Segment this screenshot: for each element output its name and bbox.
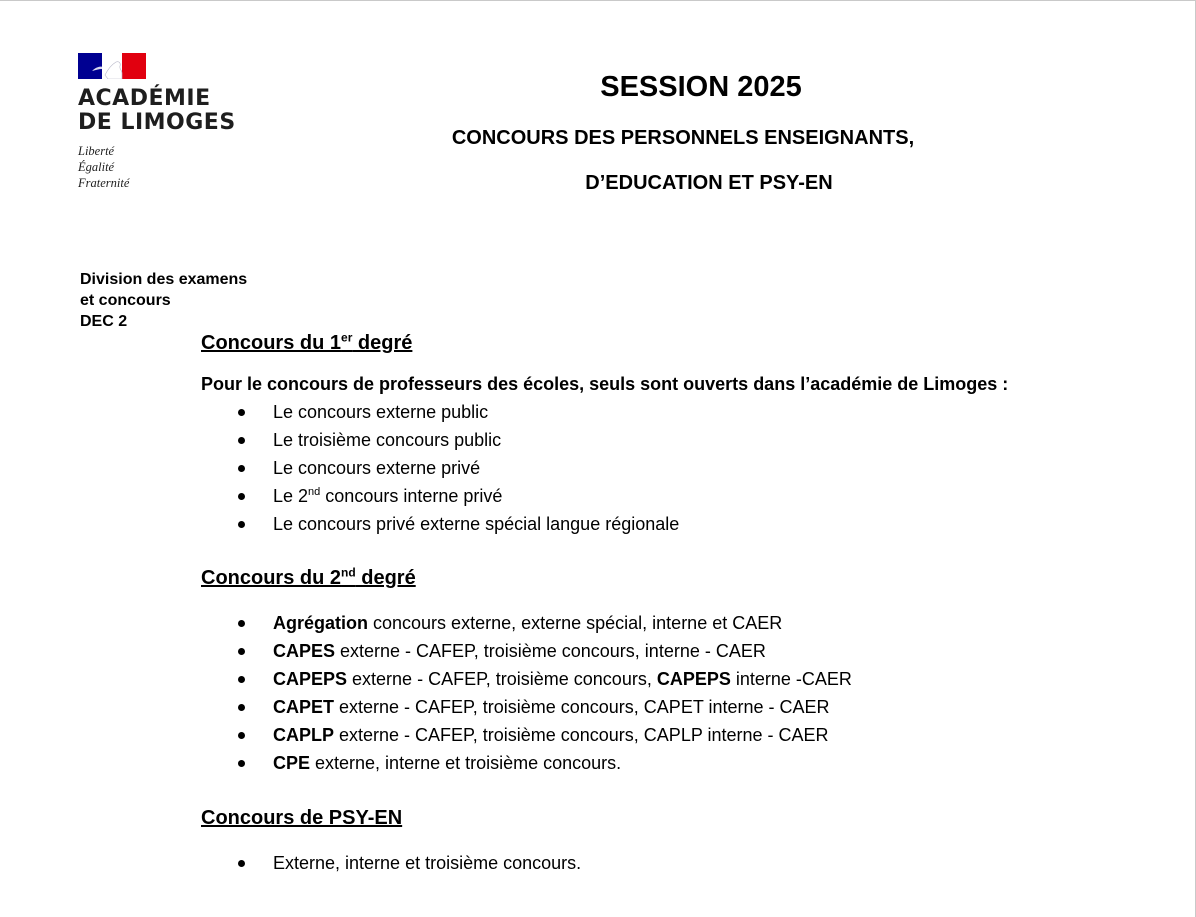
division-line2: et concours (80, 292, 171, 309)
division-line1: Division des examens (80, 271, 248, 288)
bullet-icon (238, 465, 245, 472)
section-heading-1er-degre (201, 331, 412, 355)
item-bold: CAPES (273, 641, 336, 661)
heading-text: Concours du 1 (201, 332, 342, 354)
division-block (80, 269, 247, 332)
subtitle-line1: CONCOURS DES PERSONNELS ENSEIGNANTS, (451, 127, 915, 149)
motto-liberte: Liberté (78, 144, 115, 158)
section1-intro: Pour le concours de professeurs des écoles, seuls sont ouverts dans l’académie de Limoges : (201, 374, 1009, 394)
list-item-text (273, 723, 829, 747)
logo-motto (78, 143, 268, 191)
list-item-text: Le concours externe privé (273, 458, 481, 478)
list-item-text: Externe, interne et troisième concours. (273, 853, 582, 873)
list-item-text (273, 611, 782, 635)
list-item-text (273, 751, 621, 775)
bullet-icon (238, 760, 245, 767)
bullet-icon (238, 704, 245, 711)
item-bold: Agrégation (273, 613, 369, 633)
bullet-icon (238, 409, 245, 416)
bullet-icon (238, 732, 245, 739)
logo-name-line1: ACADÉMIE (78, 86, 211, 111)
item-bold: CAPEPS (656, 669, 731, 689)
bullet-icon (238, 648, 245, 655)
item-text: externe - CAFEP, troisième concours, CAPLP interne - CAER (334, 725, 829, 745)
list-item-text (273, 639, 766, 663)
marianne-flag-icon (78, 53, 146, 79)
item-bold: CAPEPS (273, 669, 348, 689)
academie-logo (78, 53, 268, 191)
logo-name-line2: DE LIMOGES (78, 110, 236, 135)
bullet-icon (238, 437, 245, 444)
item-text: externe - CAFEP, troisième concours, CAPET interne - CAER (334, 697, 830, 717)
section-heading-2nd-degre (201, 566, 416, 590)
division-line3: DEC 2 (80, 313, 128, 330)
heading-text: degré (352, 332, 413, 354)
item-bold: CPE (273, 753, 311, 773)
motto-fraternite: Fraternité (78, 176, 130, 190)
item-text: externe - CAFEP, troisième concours, interne - CAER (335, 641, 766, 661)
item-text: concours interne privé (320, 486, 503, 506)
item-sup: nd (308, 486, 321, 498)
heading-text: Concours du 2 (201, 567, 342, 589)
subtitle-line2: D’EDUCATION ET PSY-EN (585, 172, 833, 194)
list-item-text (273, 484, 502, 508)
list-item-text (273, 667, 852, 691)
item-text: interne -CAER (730, 669, 852, 689)
item-text: externe - CAFEP, troisième concours, (347, 669, 657, 689)
item-text: Le 2 (273, 486, 309, 506)
bullet-icon (238, 493, 245, 500)
heading-sup: er (341, 330, 353, 345)
heading-text: degré (355, 567, 416, 589)
bullet-icon (238, 860, 245, 867)
bullet-icon (238, 676, 245, 683)
motto-egalite: Égalité (78, 160, 115, 174)
bullet-icon (238, 620, 245, 627)
section-heading-psy-en: Concours de PSY-EN (201, 807, 403, 829)
page-edge-top (0, 0, 1196, 1)
heading-sup: nd (341, 565, 356, 580)
item-bold: CAPLP (273, 725, 335, 745)
item-text: concours externe, externe spécial, interne et CAER (368, 613, 783, 633)
item-bold: CAPET (273, 697, 335, 717)
list-item-text: Le troisième concours public (273, 430, 502, 450)
list-item-text: Le concours externe public (273, 402, 489, 422)
bullet-icon (238, 521, 245, 528)
session-title: SESSION 2025 (600, 71, 802, 103)
list-item-text: Le concours privé externe spécial langue régionale (273, 514, 680, 534)
item-text: externe, interne et troisième concours. (310, 753, 622, 773)
list-item-text (273, 695, 830, 719)
